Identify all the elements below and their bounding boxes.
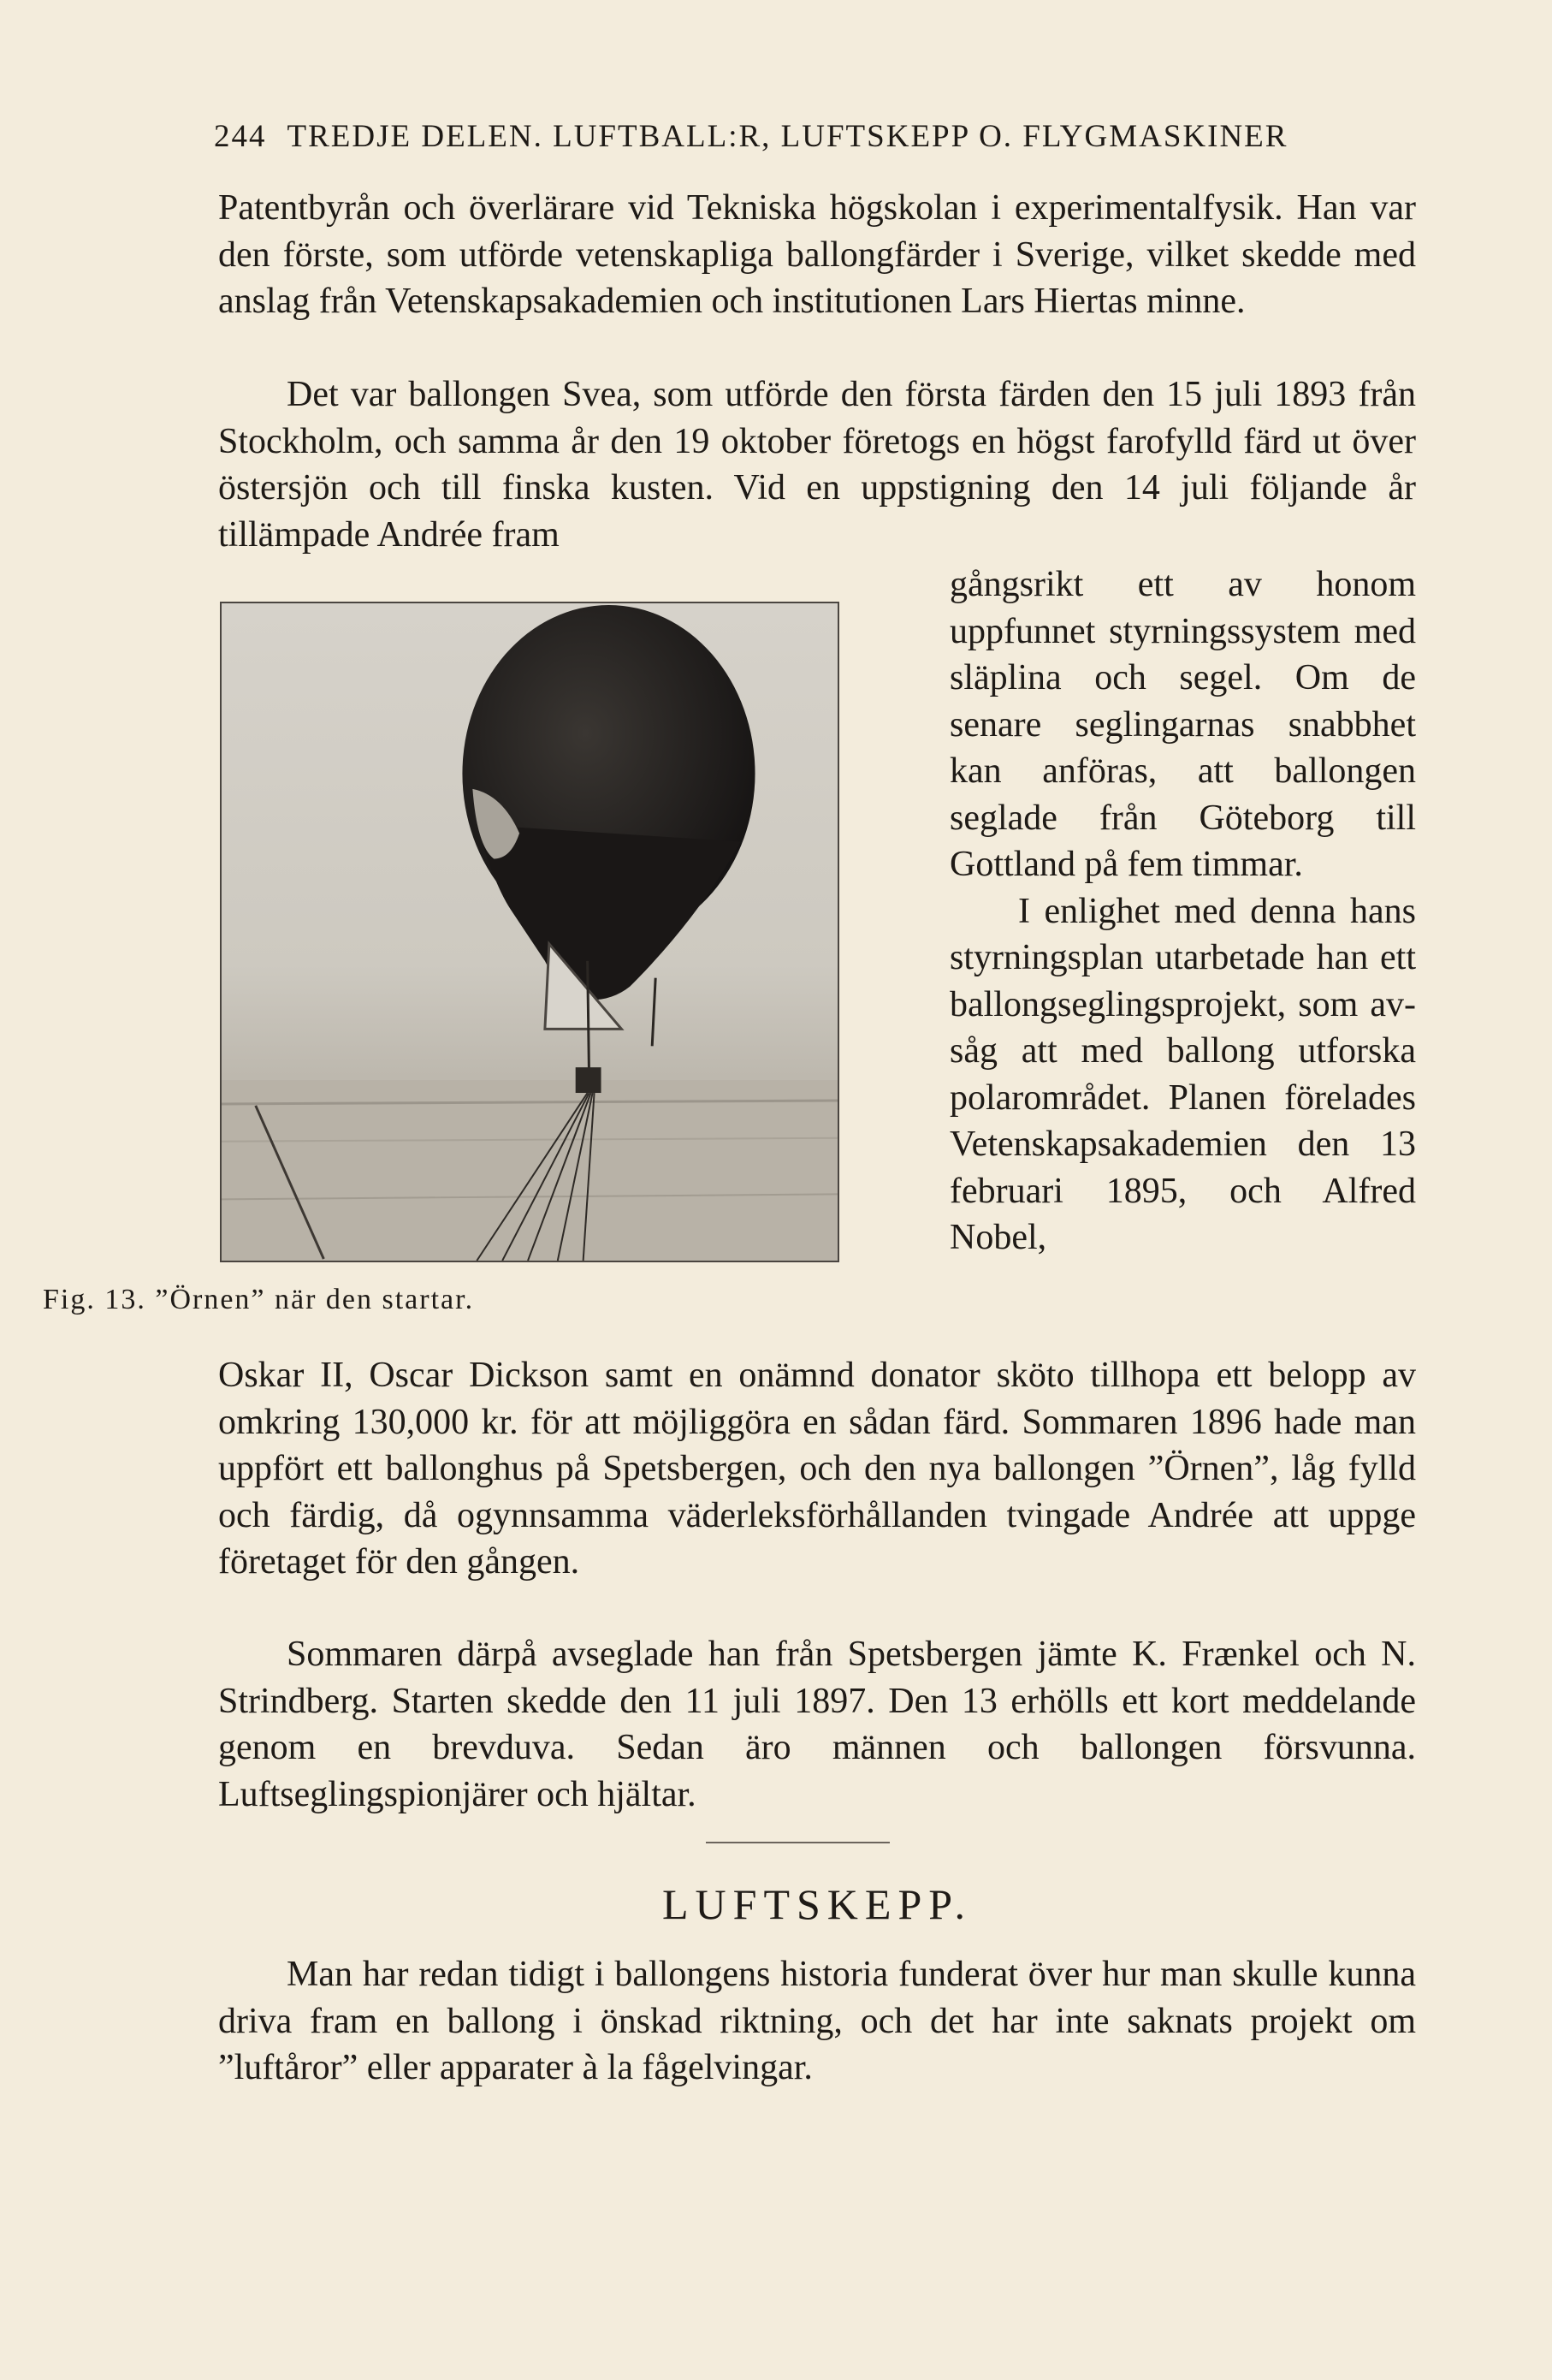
- paragraph-2-continued: gångsrikt ett av honom uppfunnet styrningssystem med släplina och segel. Om de senare seglingarnas snabbhet kan anföras, att ballongen seglade från Göteborg till Gottland på fem timmar.: [950, 565, 1416, 884]
- section-divider: [706, 1842, 890, 1843]
- figure-caption: Fig. 13. ”Örnen” när den startar.: [43, 1284, 475, 1315]
- running-header: [214, 118, 1429, 155]
- balloon-photo: [220, 602, 839, 1262]
- paragraph-4: Sommaren därpå avseglade han från Spetsbergen jämte K. Frænkel och N. Strindberg. Starten skedde den 11 juli 1897. Den 13 erhölls ett kort meddelande genom en brevduva. Sedan äro männen och ballongen försvunna. Luftseglingspionjärer och hjältar.: [218, 1635, 1416, 1814]
- page-number: 244: [214, 119, 267, 154]
- balloon-illustration: [222, 603, 838, 1261]
- paragraph-3-continued: Oskar II, Oscar Dickson samt en onämnd donator sköto tillhopa ett belopp av omkring 130,000 kr. för att möjliggöra en sådan färd. Sommaren 1896 hade man uppfört ett ballonghus på Spetsbergen, och den nya ballongen ”Örnen”, låg fylld och färdig, då ogynnsamma väderleksförhållanden tvingade Andrée att uppge företaget för den gången.: [218, 1356, 1416, 1582]
- text-column-beside-figure: [950, 561, 1416, 1261]
- paragraph-3: I enlighet med denna hans styrningsplan utarbetade han ett ballongseglingsprojekt, som avsåg att med ballong utforska polarområdet. Planen förelades Vetenskapsakademien den 13 februari 1895, och Alfred Nobel,: [950, 891, 1416, 1257]
- paragraph-5: Man har redan tidigt i ballongens historia funderat över hur man skulle kunna driva fram en ballong i önskad riktning, och det har inte saknats projekt om ”luftåror” eller apparater à la fågelvingar.: [218, 1955, 1416, 2087]
- paragraph-1: Patentbyrån och överlärare vid Tekniska högskolan i experimentalfysik. Han var den förste, som utförde vetenskapliga ballongfärder i Sverige, vilket skedde med anslag från Vetenskapsakademien och institutionen Lars Hiertas minne.: [218, 188, 1416, 321]
- section-title: LUFTSKEPP.: [661, 1880, 973, 1928]
- figure-13: [220, 602, 839, 1262]
- paragraph-2: Det var ballongen Svea, som utförde den första färden den 15 juli 1893 från Stockholm, och samma år den 19 oktober företogs en högst farofylld färd ut över östersjön och till finska kusten. Vid en uppstigning den 14 juli följande år tillämpade Andrée fram: [218, 375, 1416, 555]
- running-title: TREDJE DELEN. LUFTBALL:R, LUFTSKEPP O. FLYGMASKINER: [287, 119, 1288, 154]
